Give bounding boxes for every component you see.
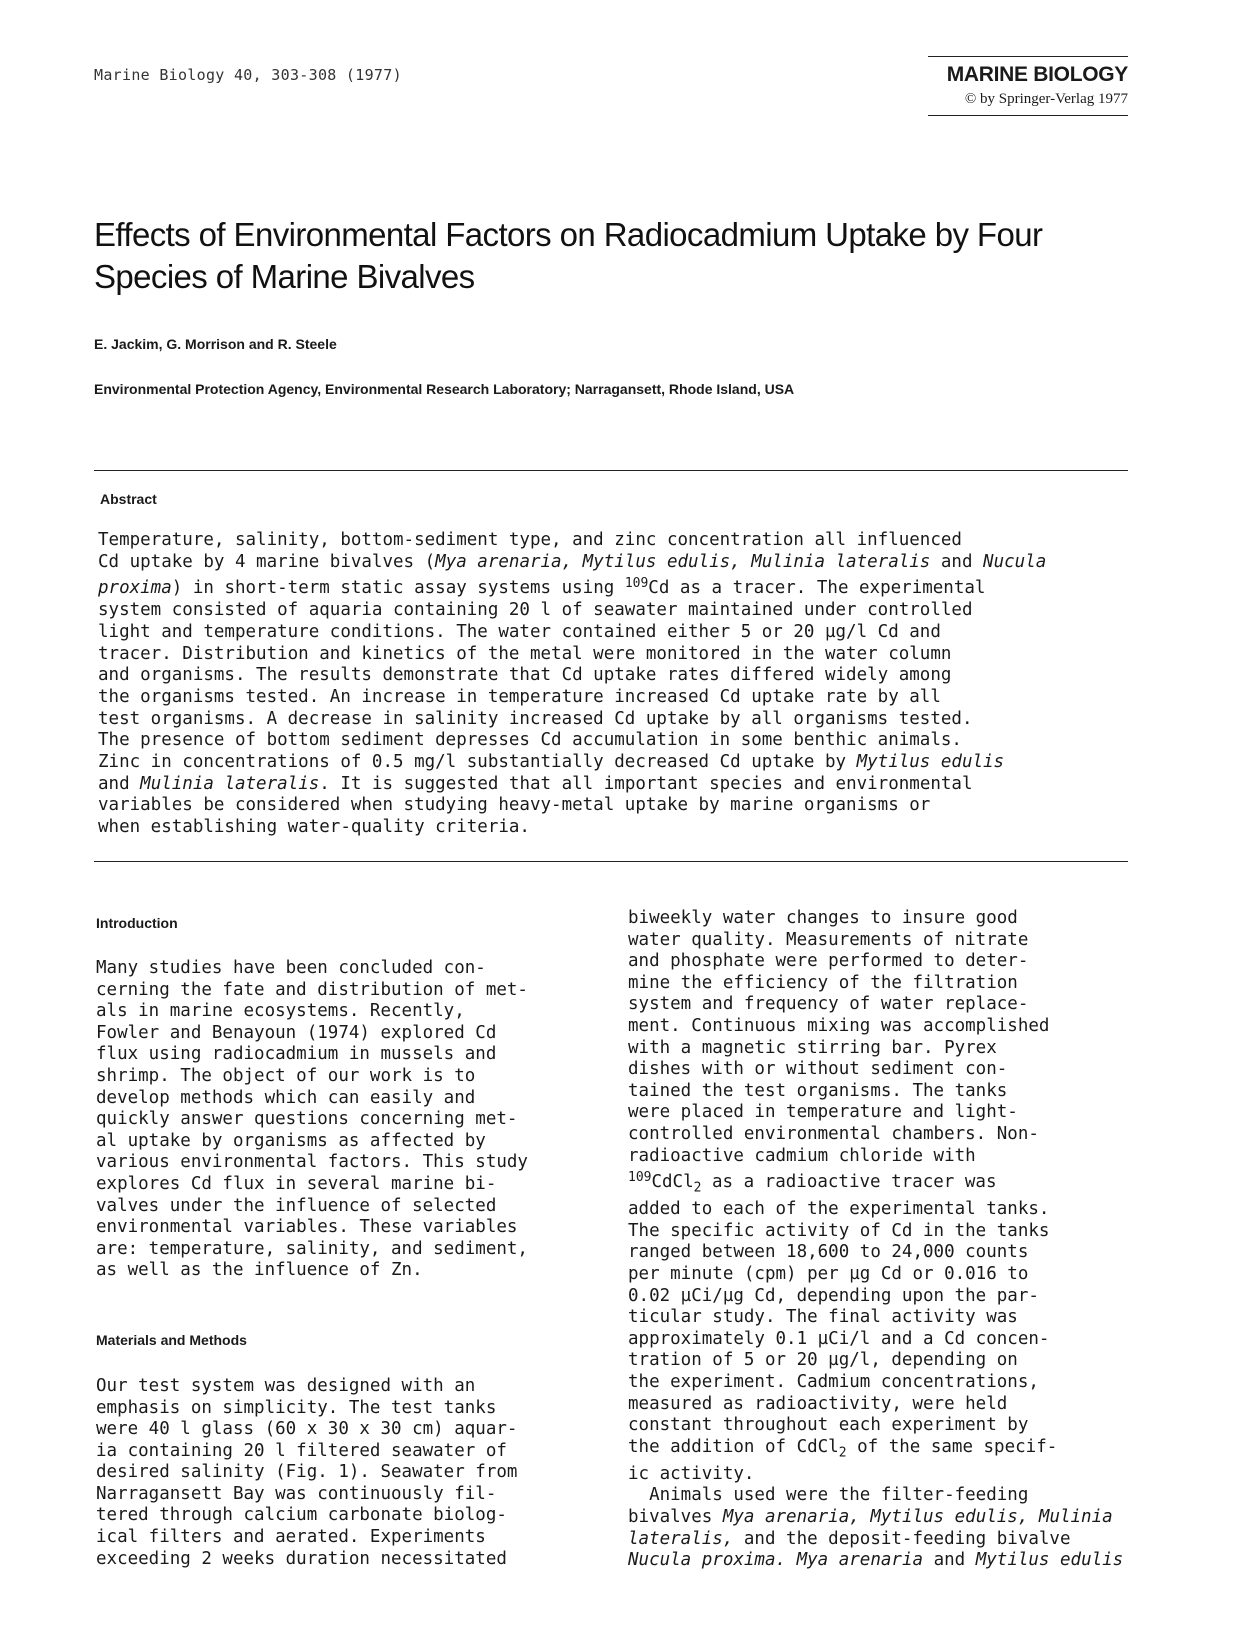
text-line: develop methods which can easily and (96, 1087, 476, 1108)
abstract-line: and (98, 773, 141, 794)
abstract-line: The presence of bottom sediment depresses Cd accumulation in some benthic animals. (98, 730, 962, 751)
text-line: and the deposit-feeding bivalve (733, 1528, 1071, 1549)
text-line: radioactive cadmium chloride with (628, 1145, 976, 1166)
introduction-text (96, 958, 616, 1282)
text-line: 0.02 µCi/µg Cd, depending upon the par- (628, 1285, 1039, 1306)
abstract-heading: Abstract (100, 491, 157, 507)
text-line: dishes with or without sediment con- (628, 1059, 1008, 1080)
isotope-superscript: 109 (628, 1170, 652, 1186)
abstract-line: Temperature, salinity, bottom-sediment type, and zinc concentration all influenced (98, 530, 962, 550)
text-line: are: temperature, salinity, and sediment, (96, 1238, 528, 1259)
abstract-line: test organisms. A decrease in salinity increased Cd uptake by all organisms tested. (98, 708, 973, 729)
authors: E. Jackim, G. Morrison and R. Steele (94, 336, 337, 352)
affiliation: Environmental Protection Agency, Environmental Research Laboratory; Narragansett, Rhode Island, USA (94, 381, 795, 397)
text-line: per minute (cpm) per µg Cd or 0.016 to (628, 1264, 1029, 1284)
species-name: Mya arenaria, Mytilus edulis, Mulinia lateralis (435, 551, 931, 572)
text-line: tration of 5 or 20 µg/l, depending on (628, 1350, 1018, 1371)
text-line: various environmental factors. This study (96, 1152, 528, 1173)
abstract-line: variables be considered when studying heavy-metal uptake by marine organisms or (98, 795, 931, 816)
text-line: approximately 0.1 µCi/l and a Cd concen- (628, 1328, 1050, 1349)
text-line: of the same specif- (846, 1436, 1058, 1457)
methods-text (96, 1376, 616, 1570)
title-line-2: Species of Marine Bivalves (94, 258, 475, 295)
species-name: Mya arenaria (796, 1550, 924, 1571)
journal-copyright: © by Springer-Verlag 1977 (964, 91, 1128, 107)
text-line: shrimp. The object of our work is to (96, 1065, 476, 1086)
text-line: exceeding 2 weeks duration necessitated (96, 1548, 507, 1569)
text-line: explores Cd flux in several marine bi- (96, 1173, 497, 1194)
journal-name: MARINE BIOLOGY (946, 63, 1128, 86)
text-line: measured as radioactivity, were held (628, 1393, 1008, 1414)
text-line: with a magnetic stirring bar. Pyrex (628, 1037, 997, 1058)
subscript: 2 (693, 1180, 702, 1196)
text-line: ical filters and aerated. Experiments (96, 1527, 486, 1548)
abstract-line: ) in short-term static assay systems using (171, 578, 625, 599)
species-name: Mya arenaria, Mytilus edulis, Mulinia (722, 1507, 1113, 1528)
text-line: CdCl (651, 1172, 694, 1193)
abstract-line: and organisms. The results demonstrate that Cd uptake rates differed widely among (98, 665, 952, 686)
text-line: als in marine ecosystems. Recently, (96, 1001, 465, 1022)
text-line: constant throughout each experiment by (628, 1415, 1029, 1436)
text-line: and phosphate were performed to deter- (628, 951, 1029, 972)
journal-header (928, 56, 1128, 116)
text-line: were 40 l glass (60 x 30 x 30 cm) aquar- (96, 1419, 518, 1440)
abstract-line: the organisms tested. An increase in temperature increased Cd uptake rate by all (98, 686, 941, 707)
text-line: cerning the fate and distribution of met- (96, 979, 528, 1000)
text-line: ia containing 20 l filtered seawater of (96, 1440, 507, 1461)
subscript: 2 (838, 1445, 847, 1461)
text-line: controlled environmental chambers. Non- (628, 1123, 1039, 1144)
text-line: ticular study. The final activity was (628, 1307, 1018, 1328)
abstract-bottom-rule (94, 861, 1128, 862)
text-line: ic activity. (628, 1463, 755, 1484)
text-line: mine the efficiency of the filtration (628, 972, 1018, 993)
species-name: lateralis, (628, 1528, 734, 1549)
text-line: ment. Continuous mixing was accomplished (628, 1015, 1050, 1036)
right-column (628, 908, 1148, 1572)
species-name: Mulinia lateralis (140, 773, 320, 794)
abstract-line: Cd as a tracer. The experimental (648, 578, 986, 599)
abstract-text (98, 530, 1158, 839)
text-line: biweekly water changes to insure good (628, 908, 1018, 928)
species-name: proxima (98, 578, 172, 599)
abstract-top-rule (94, 470, 1128, 471)
text-line: Animals used were the filter-feeding (628, 1485, 1029, 1506)
text-line: quickly answer questions concerning met- (96, 1109, 518, 1130)
text-line (786, 1550, 797, 1570)
species-name: Mytilus edulis (975, 1550, 1124, 1571)
text-line: flux using radiocadmium in mussels and (96, 1044, 497, 1065)
text-line: water quality. Measurements of nitrate (628, 929, 1029, 950)
text-line: bivalves (628, 1507, 723, 1528)
abstract-line: when establishing water-quality criteria. (98, 817, 530, 838)
text-line: The specific activity of Cd in the tanks (628, 1220, 1050, 1241)
abstract-line: . It is suggested that all important species and environmental (319, 773, 973, 794)
text-line: the addition of CdCl (628, 1436, 839, 1457)
paper-title (94, 214, 1134, 298)
text-line: valves under the influence of selected (96, 1195, 497, 1216)
abstract-line: Cd uptake by 4 marine bivalves ( (98, 551, 436, 572)
methods-continued-text (628, 908, 1148, 1572)
abstract-line: and (930, 551, 984, 572)
abstract-line: light and temperature conditions. The water contained either 5 or 20 µg/l Cd and (98, 621, 941, 642)
text-line: were placed in temperature and light- (628, 1102, 1018, 1123)
text-line: added to each of the experimental tanks. (628, 1199, 1050, 1220)
species-name: Nucula (983, 551, 1047, 572)
text-line: and (923, 1550, 976, 1571)
citation: Marine Biology 40, 303-308 (1977) (94, 66, 402, 84)
methods-heading: Materials and Methods (96, 1331, 247, 1348)
text-line: Fowler and Benayoun (1974) explored Cd (96, 1022, 497, 1043)
abstract-line: Zinc in concentrations of 0.5 mg/l substantially decreased Cd uptake by (98, 752, 857, 773)
text-line: Our test system was designed with an (96, 1375, 476, 1396)
species-name: Nucula proxima. (628, 1550, 787, 1571)
introduction-heading: Introduction (96, 915, 178, 931)
text-line: Many studies have been concluded con- (96, 958, 486, 978)
text-line: as well as the influence of Zn. (96, 1260, 423, 1281)
abstract-line: tracer. Distribution and kinetics of the metal were monitored in the water column (98, 643, 952, 664)
text-line: ranged between 18,600 to 24,000 counts (628, 1242, 1029, 1263)
text-line: the experiment. Cadmium concentrations, (628, 1371, 1039, 1392)
text-line: tered through calcium carbonate biolog- (96, 1505, 507, 1526)
isotope-superscript: 109 (624, 576, 649, 592)
text-line: tained the test organisms. The tanks (628, 1080, 1008, 1101)
title-line-1: Effects of Environmental Factors on Radiocadmium Uptake by Four (94, 216, 1043, 253)
text-line: Narragansett Bay was continuously fil- (96, 1483, 497, 1504)
species-name: Mytilus edulis (856, 752, 1005, 773)
text-line: emphasis on simplicity. The test tanks (96, 1397, 497, 1418)
text-line: desired salinity (Fig. 1). Seawater from (96, 1462, 518, 1483)
text-line: system and frequency of water replace- (628, 994, 1029, 1015)
abstract-line: system consisted of aquaria containing 20 l of seawater maintained under controlled (98, 600, 973, 621)
left-column (96, 915, 616, 1570)
text-line: al uptake by organisms as affected by (96, 1130, 486, 1151)
text-line: environmental variables. These variables (96, 1217, 518, 1238)
text-line: as a radioactive tracer was (701, 1172, 997, 1193)
